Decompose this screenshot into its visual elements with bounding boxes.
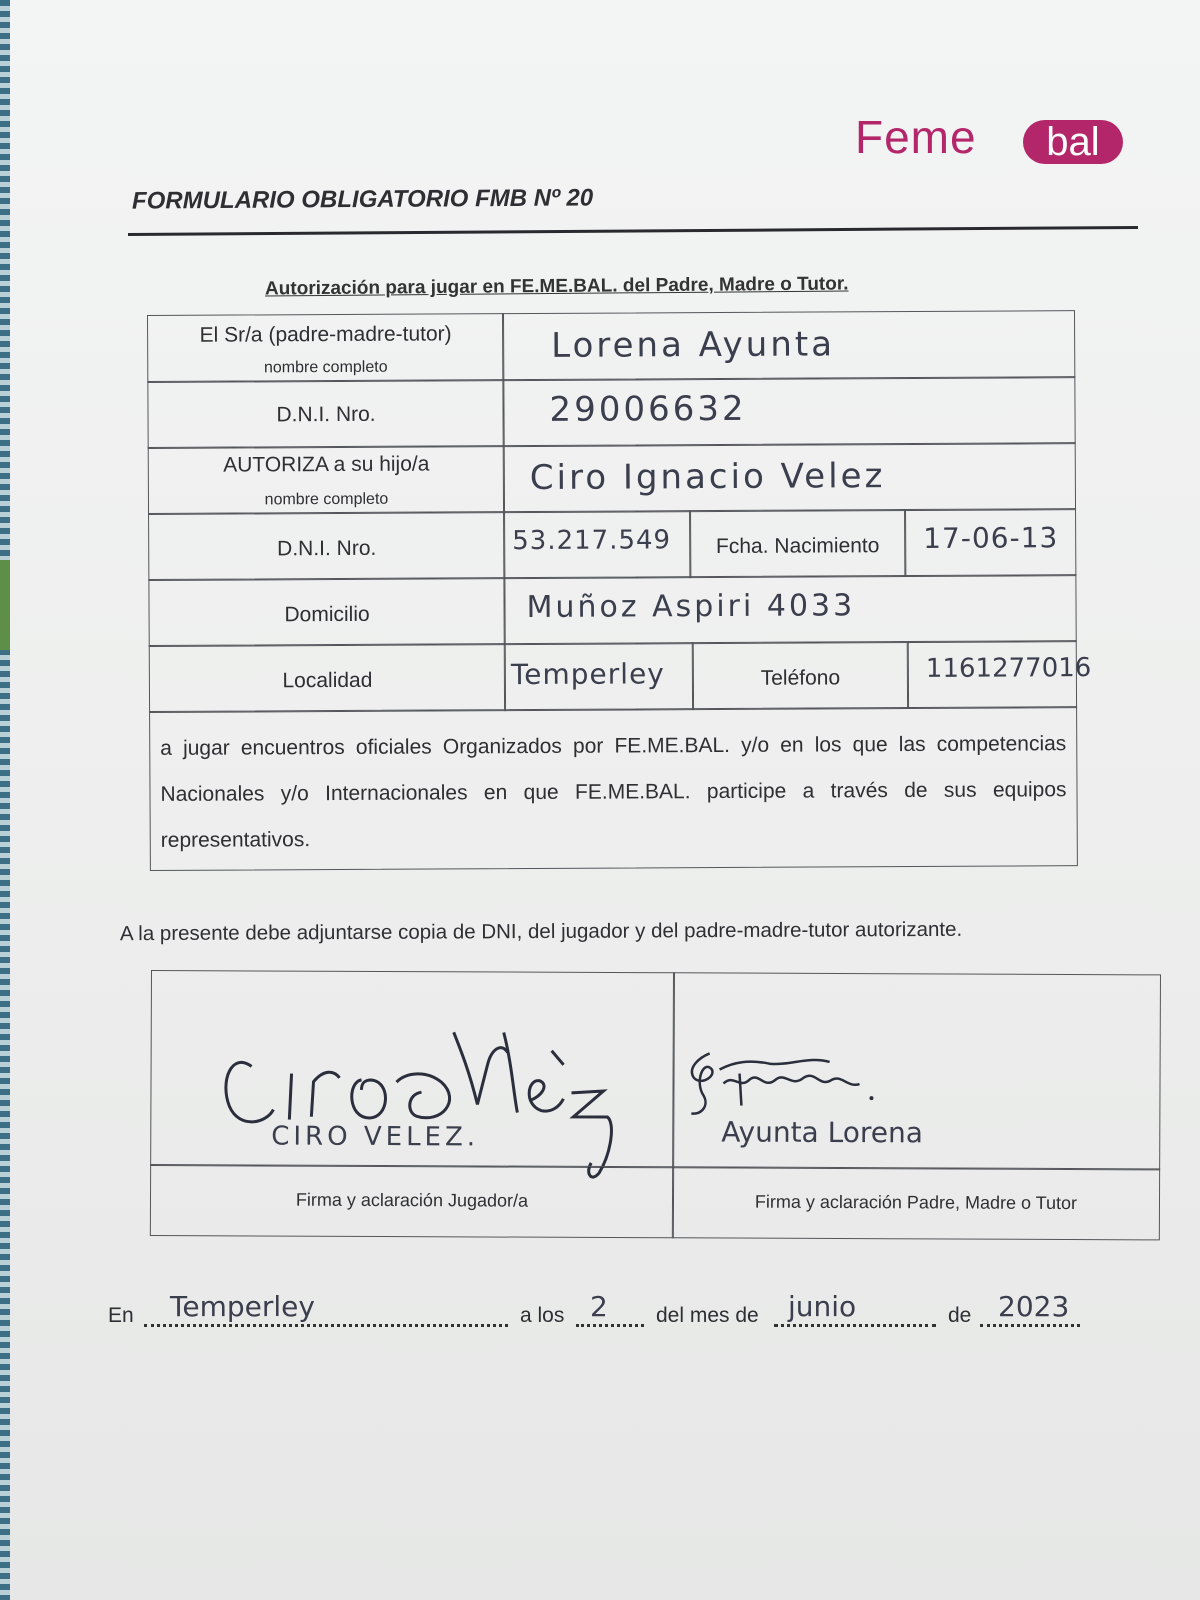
birth-label-cell	[689, 509, 906, 578]
child-dni-value-cell[interactable]	[503, 510, 691, 579]
tutor-dni-value-cell[interactable]	[502, 376, 1075, 447]
player-signature-area[interactable]	[150, 970, 675, 1168]
title-divider	[128, 226, 1138, 236]
tutor-dni-label: D.N.I. Nro.	[276, 402, 376, 427]
tutor-value-cell[interactable]	[502, 310, 1075, 381]
date-month-value[interactable]: junio	[788, 1290, 857, 1323]
city-value-cell[interactable]	[504, 642, 694, 711]
address-label-cell	[148, 577, 505, 647]
date-year-value[interactable]: 2023	[998, 1290, 1070, 1323]
date-a-los-label: a los	[520, 1304, 565, 1327]
tutor-name-value: Lorena Ayunta	[551, 324, 836, 366]
logo-pill: bal	[1023, 120, 1123, 164]
tutor-label-cell-sig	[672, 1166, 1160, 1240]
phone-value-cell[interactable]	[907, 640, 1092, 709]
city-label: Localidad	[282, 668, 373, 693]
birth-label: Fcha. Nacimiento	[715, 534, 880, 559]
tutor-signature-area[interactable]	[672, 972, 1161, 1170]
femebal-logo	[855, 110, 1120, 170]
birth-value: 17-06-13	[923, 521, 1059, 555]
tutor-signature-label: Firma y aclaración Padre, Madre o Tutor	[754, 1191, 1078, 1214]
city-label-cell	[149, 643, 506, 713]
address-value: Muñoz Aspiri 4033	[526, 588, 856, 626]
tutor-label: El Sr/a (padre-madre-tutor)	[199, 322, 452, 347]
tutor-label-cell	[147, 313, 504, 383]
child-dni-label: D.N.I. Nro.	[277, 536, 377, 561]
date-en-label: En	[108, 1304, 134, 1327]
player-clarification: CIRO VELEZ.	[271, 1121, 480, 1153]
signature-table	[150, 970, 1171, 1244]
birth-value-cell[interactable]	[904, 508, 1076, 577]
form-sheet	[10, 0, 1200, 1600]
day-dots	[576, 1324, 644, 1327]
year-dots	[980, 1324, 1080, 1327]
player-signature-label: Firma y aclaración Jugador/a	[295, 1189, 529, 1211]
phone-value: 1161277016	[925, 653, 1092, 684]
date-de-label: de	[948, 1304, 972, 1327]
tutor-sublabel: nombre completo	[263, 358, 388, 377]
tutor-dni-label-cell	[147, 379, 504, 449]
date-place-value[interactable]: Temperley	[170, 1290, 315, 1323]
player-label-cell	[150, 1164, 674, 1238]
address-label: Domicilio	[284, 602, 370, 627]
address-value-cell[interactable]	[503, 574, 1076, 645]
phone-label: Teléfono	[760, 666, 841, 690]
date-line	[108, 1290, 1108, 1350]
date-day-value[interactable]: 2	[590, 1290, 608, 1323]
tutor-clarification: Ayunta Lorena	[721, 1115, 923, 1150]
form-subtitle: Autorización para jugar en FE.ME.BAL. del Padre, Madre o Tutor.	[264, 273, 849, 300]
place-dots	[144, 1324, 508, 1327]
statement-text: a jugar encuentros oficiales Organizados por FE.ME.BAL. y/o en los que las competencias Nacionales y/o Internacionales en que FE.ME.BAL. participe a través de sus equipos representativos.	[160, 732, 1067, 852]
logo-text: Feme	[855, 111, 977, 163]
statement-cell	[149, 706, 1078, 871]
child-dni-label-cell	[148, 511, 505, 581]
form-title: FORMULARIO OBLIGATORIO FMB Nº 20	[131, 184, 594, 215]
child-label: AUTORIZA a su hijo/a	[223, 452, 430, 477]
child-name-value: Ciro Ignacio Velez	[529, 456, 886, 498]
tutor-dni-value: 29006632	[549, 388, 747, 430]
authorization-table	[147, 310, 1110, 890]
background-edge	[0, 0, 10, 1600]
date-mes-label: del mes de	[656, 1304, 759, 1327]
month-dots	[774, 1324, 936, 1327]
child-sublabel: nombre completo	[264, 490, 389, 509]
dni-copy-note: A la presente debe adjuntarse copia de DNI, del jugador y del padre-madre-tutor autorizante.	[119, 917, 963, 946]
child-dni-value: 53.217.549	[512, 525, 672, 557]
city-value: Temperley	[510, 657, 665, 692]
child-value-cell[interactable]	[503, 442, 1076, 513]
child-label-cell	[148, 445, 505, 515]
phone-label-cell	[692, 641, 909, 710]
